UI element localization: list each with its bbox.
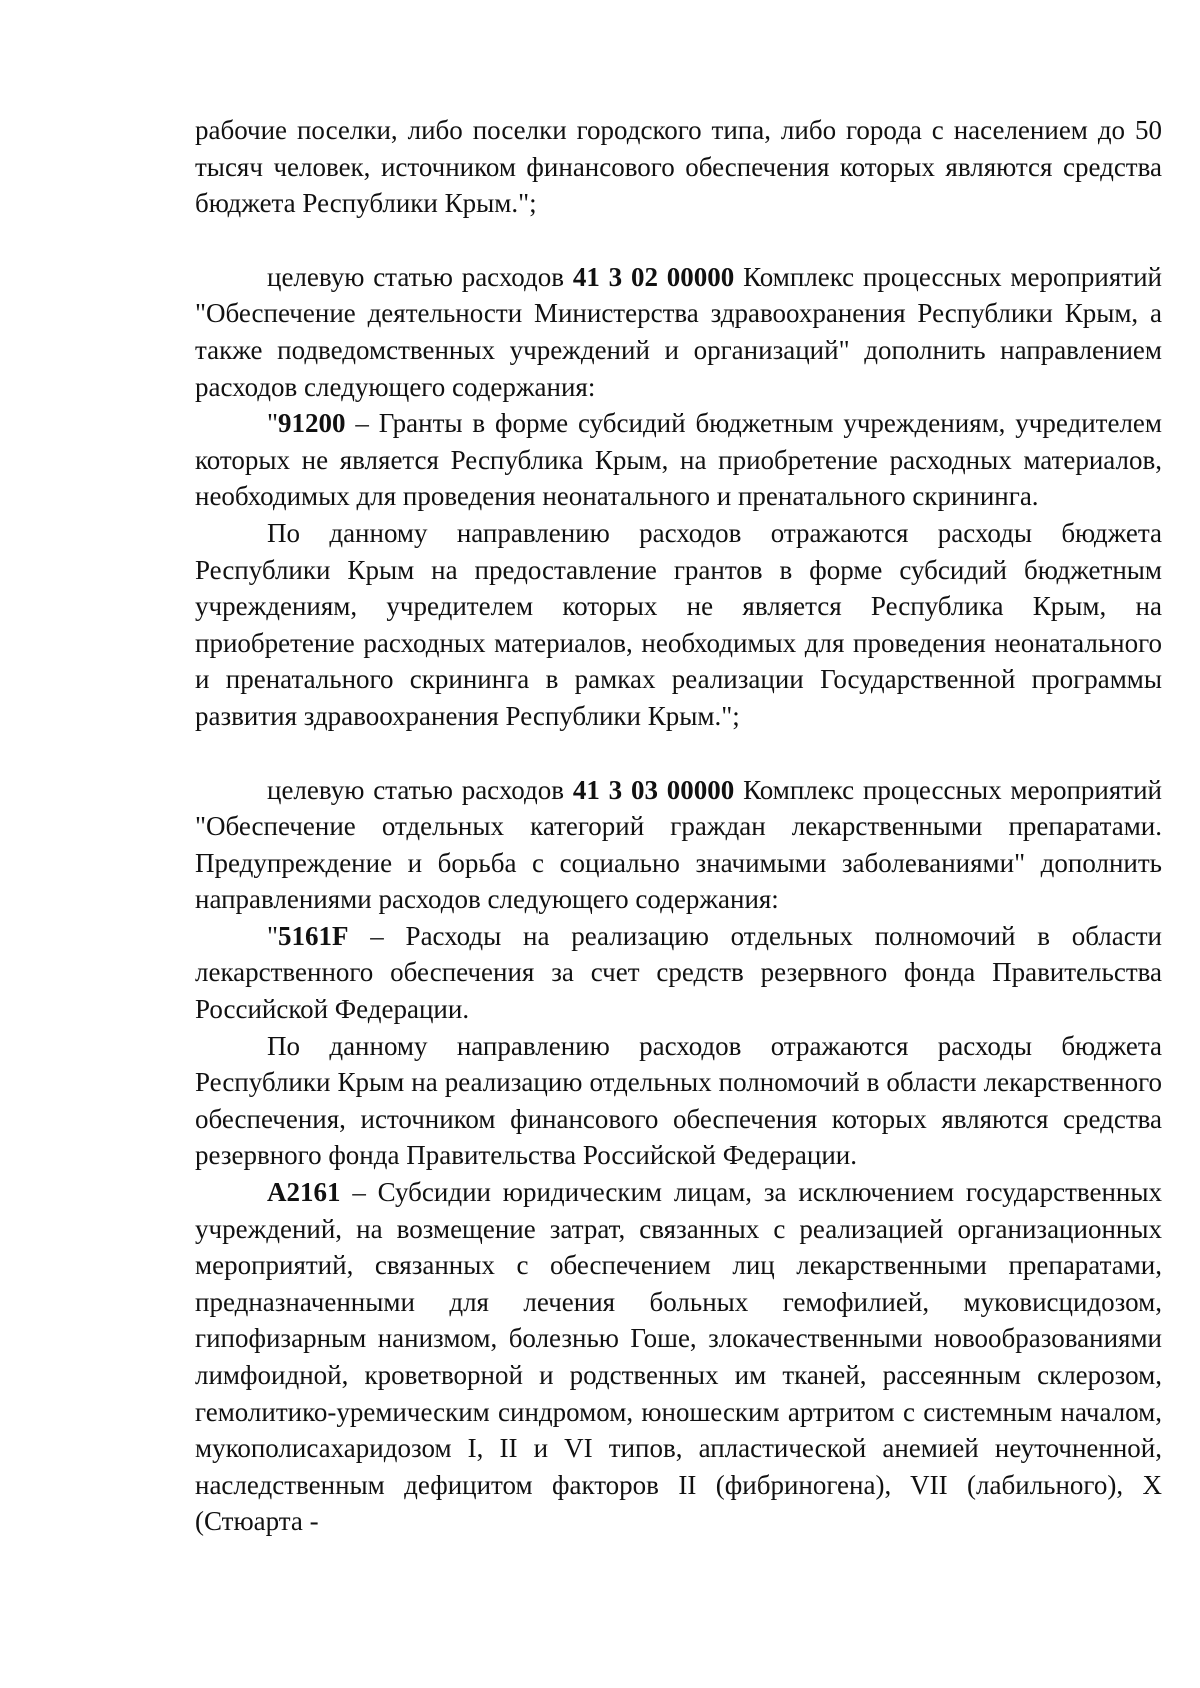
text-fragment: Комплекс процессных мероприятий "Обеспечение деятельности Министерства здравоохранения Республики Крым, а также подведомственных учреждений и организаций" дополнить направлением расходов следующего содержания: [195,261,1162,402]
expense-direction-code: 91200 [278,408,346,439]
paragraph-direction-a2161 [195,1174,1162,1540]
text-fragment: целевую статью расходов [267,774,573,805]
paragraph-gap [195,735,1162,772]
text-fragment: целевую статью расходов [267,261,573,292]
paragraph-gap [195,222,1162,259]
expense-direction-code: А2161 [267,1177,341,1208]
text-fragment: – Расходы на реализацию отдельных полномочий в области лекарственного обеспечения за счет средств резервного фонда Правительства Российской Федерации. [195,920,1162,1025]
budget-code: 41 3 02 00000 [572,261,735,292]
paragraph-direction-5161f-description: По данному направлению расходов отражаются расходы бюджета Республики Крым на реализацию отдельных полномочий в области лекарственного обеспечения, источником финансового обеспечения которых являются средства резервного фонда Правительства Российской Федерации. [195,1030,1162,1171]
paragraph-direction-91200 [195,405,1162,515]
paragraph-direction-91200-description: По данному направлению расходов отражаются расходы бюджета Республики Крым на предоставление грантов в форме субсидий бюджетным учреждениям, учредителем которых не является Республика Крым, на приобретение расходных материалов, необходимых для проведения неонатального и пренатального скрининга в рамках реализации Государственной программы развития здравоохранения Республики Крым."; [195,517,1162,731]
paragraph-target-article-41-3-03 [195,772,1162,918]
expense-direction-code: 5161F [278,920,349,951]
text-fragment: " [267,408,279,439]
text-fragment: – Гранты в форме субсидий бюджетным учреждениям, учредителем которых не является Республика Крым, на приобретение расходных материалов, необходимых для проведения неонатального и пренатального скрининга. [195,408,1162,512]
budget-code: 41 3 03 00000 [572,774,735,805]
paragraph-target-article-41-3-02 [195,259,1162,405]
paragraph-direction-5161f [195,918,1162,1028]
text-fragment: Комплекс процессных мероприятий "Обеспечение отдельных категорий граждан лекарственными препаратами. Предупреждение и борьба с социально значимыми заболеваниями" дополнить направлениями расходов следующего содержания: [195,774,1162,915]
text-fragment: " [267,920,279,951]
paragraph-intro-continuation: рабочие поселки, либо поселки городского типа, либо города с населением до 50 тысяч человек, источником финансового обеспечения которых являются средства бюджета Республики Крым."; [195,115,1162,219]
document-page [195,112,1162,1540]
text-fragment: – Субсидии юридическим лицам, за исключением государственных учреждений, на возмещение затрат, связанных с реализацией организационных мероприятий, связанных с обеспечением лиц лекарственными препаратами, предназначенными для лечения больных гемофилией, муковисцидозом, гипофизарным нанизмом, болезнью Гоше, злокачественными новообразованиями лимфоидной, кроветворной и родственных им тканей, рассеянным склерозом, гемолитико-уремическим синдромом, юношеским артритом с системным началом, мукополисахаридозом I, II и VI типов, апластической анемией неуточненной, наследственным дефицитом факторов II (фибриногена), VII (лабильного), X (Стюарта - [195,1177,1162,1537]
